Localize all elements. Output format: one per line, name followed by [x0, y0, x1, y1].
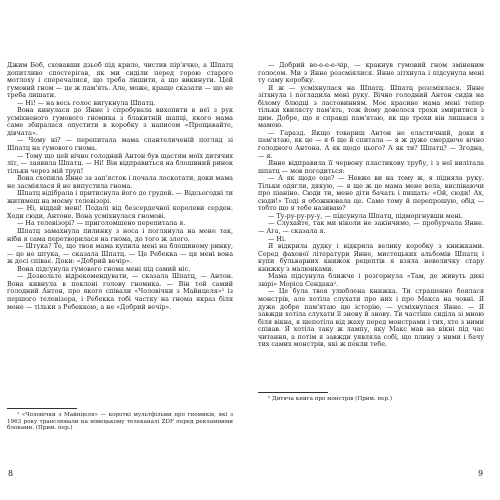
paragraph: Джим Боб, сховавши дзьоб під крило, чистив пір'ячко, а Шпатц допитливо спостерігав, як ми сиділи перед горою старого мотлоху і сперечалися, що треба лишити, а що викинути. Цей гумовий гном — це ж пам'ять. Але, може, краще сказати — що не треба лишати.	[7, 61, 233, 100]
paragraph: Мама підсунула ближче і розгорнула «Там, де живуть дикі звірі» Моріса Сендака².	[258, 272, 484, 288]
paragraph: — Чому ні? — перепитала мама спантеличеній погляд зі Шпатц на гумового гнома.	[7, 136, 233, 153]
paragraph: Янне відправила її червону пластикову трубу, і з неї вилітала шпатц — мов погодиться:	[258, 159, 484, 175]
paragraph: Я відкрила дудку і відкрила велику коробку з книжками. Серед фахової літератури Янне, мистецьких альбомів Шпатц і купи бульварних книжок рецептів я взяла невеличку стару книжку з малюнками.	[258, 242, 484, 273]
paragraph: — Гаразд. Якщо товариш Антон не еластичний, доки я пам'ятаю, як це — я б ще й спитала — я ж дуже смердюче вічно голодного Антона. А як щодо цього? А як ти? Шпатц? — Згодна, — я.	[258, 128, 484, 160]
paragraph: Я ж — усміхнулася на Шпатц. Шпатц розсміялася. Янне зітхнула і погладила мені руку. Вічно голодний Антон сидів на білому блюдці з ластовинням. Моє красиве мама мені тепер тільки хвилясту пам'ять, тож йому довелося трохи змиритися з цим. Добре, що я справді пам'ятаю, як ще трохи він лишався з мамою.	[258, 83, 484, 130]
paragraph: Вона схопила Янне за зап'ясток і почала лоскотати, доки мама не засміялася й не випустила гнома.	[7, 174, 233, 190]
page-number-right: 9	[478, 469, 484, 478]
footnote-rule	[258, 392, 328, 393]
paragraph: — Тому що цей вічно голодний Антон був щастям моїх дитячих літ, — заявила Шпатц. — Ні! Він відправиться на блошиний ринок тільки через мій труп!	[7, 151, 233, 175]
paragraph: — Штука? Те, що твоя мама купила мені на блошиному ринку, — це не штука, — сказала Шпатц. — Це Ребекка — ця мені вона ж досі співає. Доки: «Добрий вечір».	[7, 242, 233, 266]
paragraph: Шпатц відібрала і притиснула його до грудей. — Відсьогодні ти житимеш на моєму телевізорі.	[7, 189, 233, 205]
paragraph: — Ні! — на весь голос вигукнула Шпатц.	[17, 98, 156, 107]
paragraph: — На телевізорі? — приголомшено перепитала я.	[17, 219, 186, 228]
paragraph: — А як щодо оце? — Невже ви на тому ж, я підняла руку. Тільки одягли, дякую, — я ще ж це мама мене вела, виспіваючи про піаніно. Сюди ти, мене діти бачать і пищать: «Ой, сюди! Ах, сюди!» Тоді я обожнювала це. Саме тому й перепрошую, обід — тобто що я тебе називаю?	[258, 174, 484, 213]
paragraph: — Добрий ве-е-е-е-чір, — кракнув гумовий гном зміненим голосом. Ми з Янне розсміялися. Янне зітхнула і підсунула мені ту саму коробку.	[258, 61, 484, 85]
left-page-text	[7, 62, 233, 311]
footnote-rule	[7, 408, 77, 409]
paragraph: Вона кинулася до Янне і спробувала вихопити в неї з рук усміхненого гумового гномика з блакитній шапці, якого мама саме збиралася опустити в коробку з написом «Прощавайте, дівчата».	[7, 106, 233, 137]
page-number-left: 8	[8, 469, 14, 478]
left-footnote	[7, 408, 233, 432]
right-page-text	[258, 62, 484, 349]
paragraph: — Слухайте, так ми ніколи не закінчимо, — пробурчала Янне. — Ага, — сказала я.	[258, 219, 484, 236]
footnote-text: ¹ «Чоловічки з Майнцеля» — короткі мультфільми про гномиків, які з 1963 року транслювали на німецькому телеканалі ZDF перед рекламними блоками. (Прим. пер.)	[7, 412, 233, 432]
footnote-text: ² Дитяча книга про монстрів (Прим. пер.)	[268, 396, 393, 402]
paragraph: — Дозвольте відрекомендувати, — сказала Шпатц, — Антон. Вона кивнула в поклоні голову гномика. — Він той самий голодний Антон, про якого співали «Чоловічки з Майнцеля»¹ із першого телевізора, і Ребекка тобі частку на гнома якраз біля мене — тільки з Ребеккою, а не «Добрий вечір».	[7, 272, 233, 311]
right-footnote	[258, 392, 484, 403]
paragraph: — Ні.	[268, 234, 287, 243]
paragraph: — Ту-ру-ру-ру-у, — підсунула Шпатц, підморгнувши мені.	[268, 211, 463, 220]
paragraph: Вона підсунула гумового гнома мені під самий ніс.	[17, 264, 191, 273]
paragraph: Шпатц замахнула пилинку з носа і поглянула на мене так, ніби я сама перетворилася на гнома, до того ж злого.	[7, 227, 233, 243]
paragraph: — Це була твоя улюблена книжка. Ти страшенно боялася монстрів, але хотіла слухати про них і про Макса на човні. Я дуже добре пам'ятаю цю історію, — усміхнулася Янне. — Я завжди хотіла слухати її знову й знову. Ти частіше сиділа зі мною біля вікна, я шепотіла від жаху перед монстрами і тих, хто з ними співав. Я хотіла таку ж лампу, яку Макс мав на вікні під час читання, а потім я завжди уявляла собі, що пливу з ними і бачу тих самих монстрів, які ж пекли тебе.	[258, 287, 484, 349]
paragraph: — Ні, віддай мені! Подалі від безсердечної королеви серден. Ходи сюди, Антоне. Вона усміхнулася гномові.	[7, 204, 233, 220]
